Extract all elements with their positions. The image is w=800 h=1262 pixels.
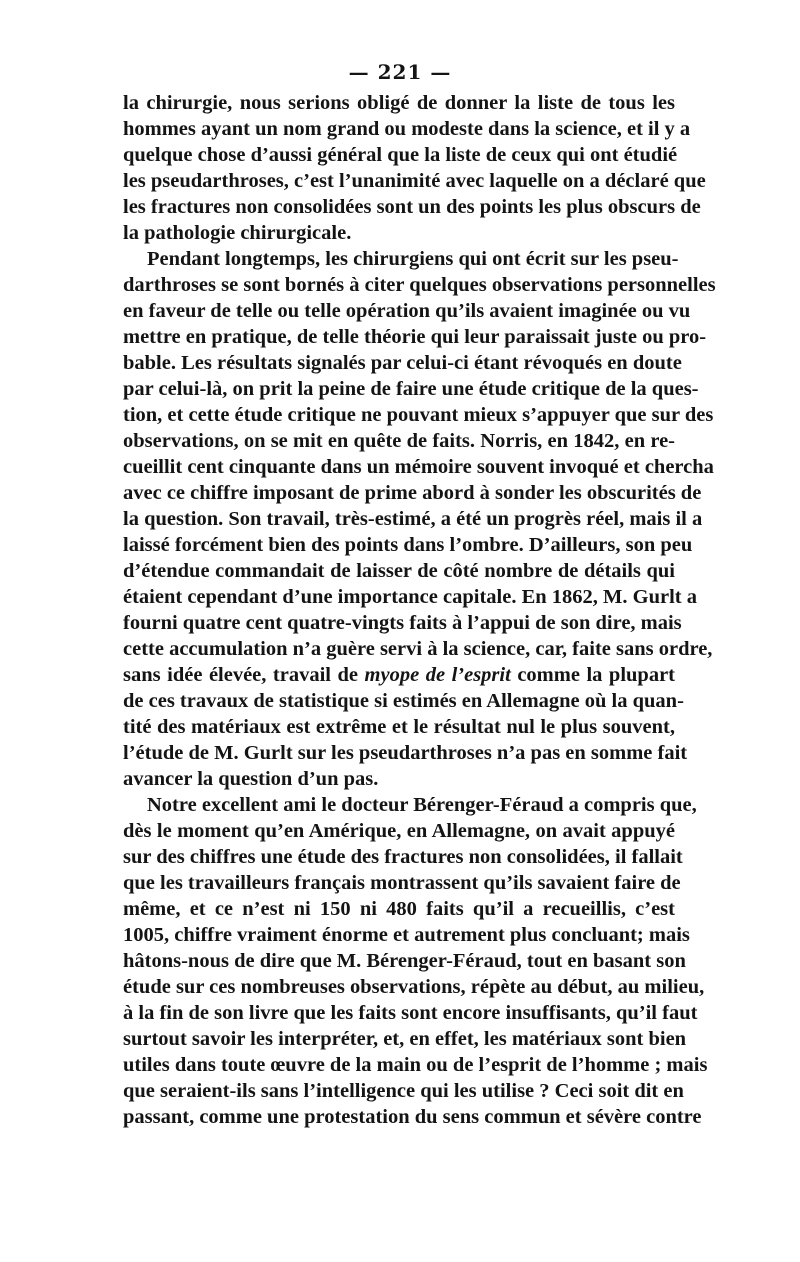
text-line: les pseudarthroses, c’est l’unanimité avec laquelle on a déclaré que — [123, 170, 706, 192]
text-line: en faveur de telle ou telle opération qu’ils avaient imaginée ou vu — [123, 300, 691, 322]
text-line: observations, on se mit en quête de faits. Norris, en 1842, en re- — [123, 430, 675, 452]
text-line: la question. Son travail, très-estimé, a été un progrès réel, mais il a — [123, 508, 703, 530]
text-line: d’étendue commandait de laisser de côté nombre de détails qui — [123, 560, 675, 582]
text-line: la chirurgie, nous serions obligé de donner la liste de tous les — [123, 92, 675, 114]
text-line: passant, comme une protestation du sens commun et sévère contre — [123, 1106, 702, 1128]
text-line: que seraient-ils sans l’intelligence qui les utilise ? Ceci soit dit en — [123, 1080, 684, 1102]
text-line: hâtons-nous de dire que M. Bérenger-Féraud, tout en basant son — [123, 950, 686, 972]
text-line: sur des chiffres une étude des fractures non consolidées, il fallait — [123, 846, 683, 868]
paragraph-first-line: Notre excellent ami le docteur Bérenger-Féraud a compris que, — [147, 794, 697, 816]
text-line: avancer la question d’un pas. — [123, 768, 379, 790]
text-line-with-italic — [123, 662, 675, 688]
text-line: hommes ayant un nom grand ou modeste dans la science, et il y a — [123, 118, 691, 140]
text-line: fourni quatre cent quatre-vingts faits à l’appui de son dire, mais — [123, 612, 682, 634]
italic-phrase: myope de l’esprit — [364, 664, 511, 686]
text-span: comme la plupart — [510, 664, 675, 686]
text-line: que les travailleurs français montrassent qu’ils savaient faire de — [123, 872, 681, 894]
text-line: étaient cependant d’une importance capitale. En 1862, M. Gurlt a — [123, 586, 697, 608]
text-line: cueillit cent cinquante dans un mémoire souvent invoqué et chercha — [123, 456, 714, 478]
text-span: sans idée élevée, travail de — [123, 664, 365, 686]
text-line: 1005, chiffre vraiment énorme et autrement plus concluant; mais — [123, 924, 690, 946]
text-line: cette accumulation n’a guère servi à la science, car, faite sans ordre, — [123, 638, 713, 660]
text-line: utiles dans toute œuvre de la main ou de l’esprit de l’homme ; mais — [123, 1054, 708, 1076]
text-line: laissé forcément bien des points dans l’ombre. D’ailleurs, son peu — [123, 534, 693, 556]
text-line: dès le moment qu’en Amérique, en Allemagne, on avait appuyé — [123, 820, 675, 842]
text-line: l’étude de M. Gurlt sur les pseudarthroses n’a pas en somme fait — [123, 742, 688, 764]
page-number: — 221 — — [348, 60, 452, 84]
text-line: par celui-là, on prit la peine de faire une étude critique de la ques- — [123, 378, 699, 400]
text-line: tité des matériaux est extrême et le résultat nul le plus souvent, — [123, 716, 675, 738]
text-line: mettre en pratique, de telle théorie qui leur paraissait juste ou pro- — [123, 326, 707, 348]
text-line: les fractures non consolidées sont un des points les plus obscurs de — [123, 196, 701, 218]
paragraph-first-line: Pendant longtemps, les chirurgiens qui ont écrit sur les pseu- — [147, 248, 679, 270]
text-line: avec ce chiffre imposant de prime abord à sonder les obscurités de — [123, 482, 702, 504]
text-line: étude sur ces nombreuses observations, répète au début, au milieu, — [123, 976, 705, 998]
text-line: surtout savoir les interpréter, et, en effet, les matériaux sont bien — [123, 1028, 687, 1050]
text-line: darthroses se sont bornés à citer quelques observations personnelles — [123, 274, 716, 296]
text-line: bable. Les résultats signalés par celui-ci étant révoqués en doute — [123, 352, 682, 374]
text-line: à la fin de son livre que les faits sont encore insuffisants, qu’il faut — [123, 1002, 698, 1024]
text-line: la pathologie chirurgicale. — [123, 222, 352, 244]
text-line: de ces travaux de statistique si estimés en Allemagne où la quan- — [123, 690, 684, 712]
text-line: quelque chose d’aussi général que la liste de ceux qui ont étudié — [123, 144, 678, 166]
text-line: même, et ce n’est ni 150 ni 480 faits qu’il a recueillis, c’est — [123, 898, 675, 920]
text-line: tion, et cette étude critique ne pouvant mieux s’appuyer que sur des — [123, 404, 714, 426]
